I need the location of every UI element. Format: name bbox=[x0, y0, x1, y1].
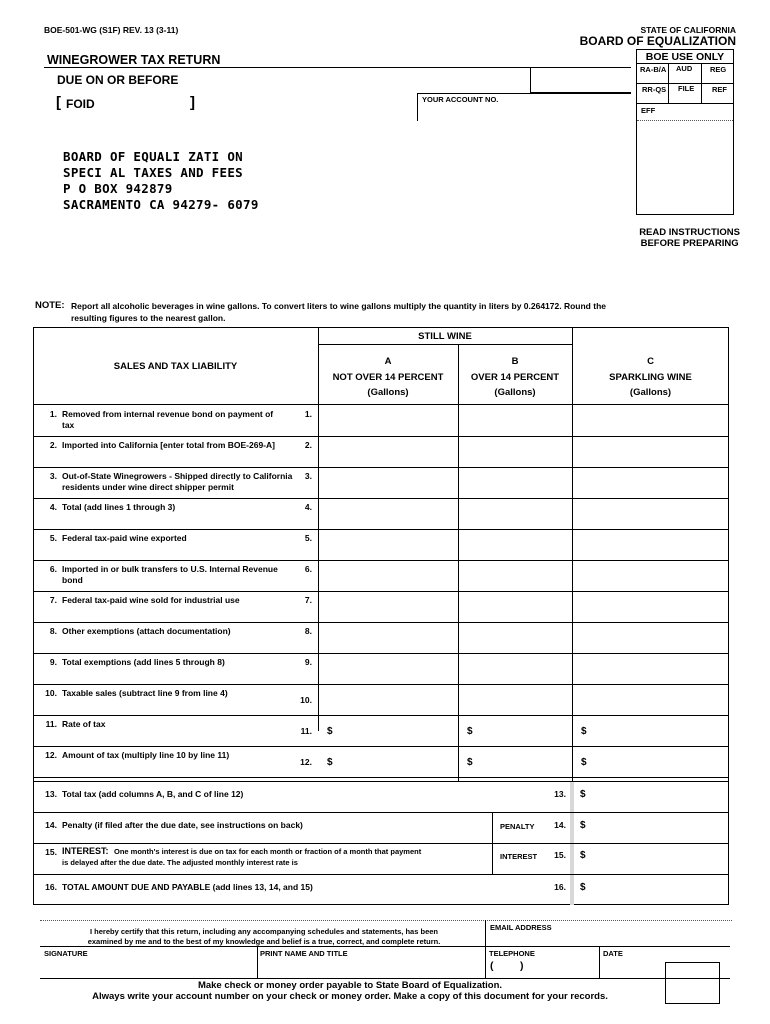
line-4-label: Total (add lines 1 through 3) bbox=[62, 502, 176, 512]
agency-label: BOARD OF EQUALIZATION bbox=[579, 34, 736, 48]
telephone-open-paren: ( bbox=[490, 960, 494, 972]
date-input[interactable] bbox=[601, 958, 661, 976]
line-15-label-line-2: is delayed after the due date. The adjusted monthly interest rate is bbox=[62, 858, 298, 867]
boe-file: FILE bbox=[678, 84, 695, 93]
line-1-column-b-input[interactable] bbox=[459, 406, 572, 436]
account-top-line bbox=[417, 93, 631, 94]
mailing-address bbox=[63, 149, 259, 213]
line-11-number: 11. bbox=[45, 719, 57, 729]
line-15-interest-input[interactable] bbox=[576, 844, 728, 874]
line-6-column-c-input[interactable] bbox=[573, 561, 728, 591]
line-8-column-a-input[interactable] bbox=[319, 623, 458, 653]
still-wine-header: STILL WINE bbox=[418, 331, 472, 342]
line-16-number: 16. bbox=[45, 882, 57, 892]
line-7-column-b-input[interactable] bbox=[459, 592, 572, 622]
due-label: DUE ON OR BEFORE bbox=[57, 73, 179, 87]
line-6-label: Imported in or bulk transfers to U.S. Internal Revenue bond bbox=[62, 564, 278, 585]
line-10-ref: 10. bbox=[300, 695, 312, 705]
line-3-column-a-input[interactable] bbox=[319, 468, 458, 498]
signature-label: SIGNATURE bbox=[44, 949, 88, 958]
line-8-number: 8. bbox=[49, 626, 57, 636]
address-line-4: SACRAMENTO CA 94279- 6079 bbox=[63, 197, 259, 212]
line-8-column-b-input[interactable] bbox=[459, 623, 572, 653]
email-label: EMAIL ADDRESS bbox=[490, 923, 552, 932]
foid-label: FOID bbox=[66, 97, 95, 111]
telephone-label: TELEPHONE bbox=[489, 949, 535, 958]
line-16-total-due-input[interactable] bbox=[576, 875, 728, 905]
line-14-dollar: $ bbox=[580, 820, 586, 831]
line-10-label: Taxable sales (subtract line 9 from line 4) bbox=[62, 688, 228, 698]
account-left-line bbox=[417, 93, 418, 121]
penalty-tag: PENALTY bbox=[500, 822, 535, 831]
line-5-ref: 5. bbox=[304, 533, 312, 543]
line-14-ref: 14. bbox=[554, 820, 566, 830]
boe-rr-qs: RR-QS bbox=[642, 85, 667, 94]
form-id: BOE-501-WG (S1F) REV. 13 (3-11) bbox=[44, 25, 179, 35]
line-13-ref: 13. bbox=[554, 789, 566, 799]
note-line-1: Report all alcoholic beverages in wine gallons. To convert liters to wine gallons multiply the quantity in liters by 0.264172. Round the bbox=[71, 301, 606, 311]
note-label: NOTE: bbox=[35, 300, 65, 311]
form-title: WINEGROWER TAX RETURN bbox=[47, 53, 221, 67]
date-label: DATE bbox=[603, 949, 623, 958]
line-11-column-b-dollar: $ bbox=[467, 726, 473, 737]
line-4-column-b-input[interactable] bbox=[459, 499, 572, 529]
line-11-column-a-input[interactable] bbox=[319, 716, 458, 746]
print-name-input[interactable] bbox=[259, 958, 483, 976]
line-10-column-b-input[interactable] bbox=[459, 685, 572, 715]
line-5-column-a-input[interactable] bbox=[319, 530, 458, 560]
line-12-column-a-input[interactable] bbox=[319, 747, 458, 777]
line-1-column-c-input[interactable] bbox=[573, 406, 728, 436]
line-12-column-c-input[interactable] bbox=[573, 747, 728, 777]
line-11-ref: 11. bbox=[300, 726, 312, 736]
line-11-column-b-input[interactable] bbox=[459, 716, 572, 746]
boe-ref: REF bbox=[712, 85, 727, 94]
line-13-label: Total tax (add columns A, B, and C of line 12) bbox=[62, 789, 244, 799]
line-9-label: Total exemptions (add lines 5 through 8) bbox=[62, 657, 225, 667]
line-14-label: Penalty (if filed after the due date, see instructions on back) bbox=[62, 820, 303, 830]
line-12-column-a-dollar: $ bbox=[327, 757, 333, 768]
line-2-column-b-input[interactable] bbox=[459, 437, 572, 467]
line-13-total-input[interactable] bbox=[576, 782, 728, 812]
line-3-number: 3. bbox=[49, 471, 57, 481]
certification-text: I hereby certify that this return, including any accompanying schedules and statements, has been examined by me and to the best of my knowledge and belief is a true, correct, and complete return. bbox=[87, 927, 441, 946]
line-12-label: Amount of tax (multiply line 10 by line 11) bbox=[62, 750, 230, 760]
boe-aud: AUD bbox=[676, 64, 693, 73]
line-2-number: 2. bbox=[49, 440, 57, 450]
line-9-ref: 9. bbox=[304, 657, 312, 667]
line-15-label-bold: INTEREST: bbox=[62, 846, 109, 856]
line-15-number: 15. bbox=[45, 847, 57, 857]
signature-input[interactable] bbox=[42, 958, 255, 976]
line-3-column-c-input[interactable] bbox=[573, 468, 728, 498]
line-1-number: 1. bbox=[49, 409, 57, 419]
line-16-dollar: $ bbox=[580, 882, 586, 893]
line-2-column-c-input[interactable] bbox=[573, 437, 728, 467]
foid-close-bracket: ] bbox=[190, 94, 195, 111]
line-11-column-c-input[interactable] bbox=[573, 716, 728, 746]
telephone-input[interactable] bbox=[487, 958, 597, 976]
line-12-column-c-dollar: $ bbox=[581, 757, 587, 768]
line-12-ref: 12. bbox=[300, 757, 312, 767]
line-10-column-c-input[interactable] bbox=[573, 685, 728, 715]
check-box[interactable] bbox=[665, 962, 720, 1004]
line-14-number: 14. bbox=[45, 820, 57, 830]
address-line-2: SPECI AL TAXES AND FEES bbox=[63, 165, 243, 180]
line-4-column-c-input[interactable] bbox=[573, 499, 728, 529]
payment-line-2: Always write your account number on your check or money order. Make a copy of this document for your records. bbox=[92, 991, 608, 1002]
line-13-dollar: $ bbox=[580, 789, 586, 800]
line-7-label: Federal tax-paid wine sold for industrial use bbox=[62, 595, 240, 605]
email-input[interactable] bbox=[487, 932, 730, 946]
line-15-ref: 15. bbox=[554, 850, 566, 860]
line-6-column-b-input[interactable] bbox=[459, 561, 572, 591]
boe-eff: EFF bbox=[641, 106, 656, 115]
foid-open-bracket: [ bbox=[56, 94, 61, 111]
boe-reg: REG bbox=[710, 65, 727, 74]
line-8-ref: 8. bbox=[304, 626, 312, 636]
line-16-ref: 16. bbox=[554, 882, 566, 892]
boe-use-only-box bbox=[636, 49, 734, 215]
line-3-label: Out-of-State Winegrowers - Shipped directly to California residents under wine direct shipper permit bbox=[62, 471, 293, 492]
due-date-box[interactable] bbox=[530, 67, 631, 93]
line-7-column-a-input[interactable] bbox=[319, 592, 458, 622]
line-11-label: Rate of tax bbox=[62, 719, 106, 729]
line-5-number: 5. bbox=[49, 533, 57, 543]
line-3-column-b-input[interactable] bbox=[459, 468, 572, 498]
payment-line-1: Make check or money order payable to State Board of Equalization. bbox=[197, 980, 503, 991]
line-9-number: 9. bbox=[49, 657, 57, 667]
line-5-label: Federal tax-paid wine exported bbox=[62, 533, 187, 543]
line-1-label: Removed from internal revenue bond on payment of tax bbox=[62, 409, 274, 430]
address-line-3: P O BOX 942879 bbox=[63, 181, 173, 196]
line-11-column-a-dollar: $ bbox=[327, 726, 333, 737]
line-2-column-a-input[interactable] bbox=[319, 437, 458, 467]
line-6-number: 6. bbox=[49, 564, 57, 574]
account-label: YOUR ACCOUNT NO. bbox=[422, 95, 499, 104]
boe-ra-ba: RA-B/A bbox=[640, 65, 667, 74]
line-7-ref: 7. bbox=[304, 595, 312, 605]
line-2-label: Imported into California [enter total from BOE-269-A] bbox=[62, 440, 275, 450]
line-9-column-c-input[interactable] bbox=[573, 654, 728, 684]
line-4-number: 4. bbox=[49, 502, 57, 512]
line-15-dollar: $ bbox=[580, 850, 586, 861]
line-4-ref: 4. bbox=[304, 502, 312, 512]
line-12-column-b-dollar: $ bbox=[467, 757, 473, 768]
print-name-label: PRINT NAME AND TITLE bbox=[260, 949, 348, 958]
line-11-column-c-dollar: $ bbox=[581, 726, 587, 737]
column-a-header: A NOT OVER 14 PERCENT (Gallons) bbox=[332, 356, 444, 398]
boe-use-title: BOE USE ONLY bbox=[645, 51, 725, 63]
line-13-number: 13. bbox=[45, 789, 57, 799]
line-12-number: 12. bbox=[45, 750, 57, 760]
read-instructions: READ INSTRUCTIONS BEFORE PREPARING bbox=[639, 227, 740, 249]
line-1-column-a-input[interactable] bbox=[319, 406, 458, 436]
line-14-penalty-input[interactable] bbox=[576, 813, 728, 843]
line-6-ref: 6. bbox=[304, 564, 312, 574]
line-2-ref: 2. bbox=[304, 440, 312, 450]
line-7-column-c-input[interactable] bbox=[573, 592, 728, 622]
line-9-column-b-input[interactable] bbox=[459, 654, 572, 684]
line-7-number: 7. bbox=[49, 595, 57, 605]
line-10-number: 10. bbox=[45, 688, 57, 698]
line-5-column-c-input[interactable] bbox=[573, 530, 728, 560]
line-9-column-a-input[interactable] bbox=[319, 654, 458, 684]
line-5-column-b-input[interactable] bbox=[459, 530, 572, 560]
line-6-column-a-input[interactable] bbox=[319, 561, 458, 591]
section-title: SALES AND TAX LIABILITY bbox=[113, 361, 238, 372]
line-12-column-b-input[interactable] bbox=[459, 747, 572, 777]
address-line-1: BOARD OF EQUALI ZATI ON bbox=[63, 149, 243, 164]
note-line-2: resulting figures to the nearest gallon. bbox=[71, 313, 226, 323]
column-c-header: C SPARKLING WINE (Gallons) bbox=[609, 356, 692, 398]
telephone-close-paren: ) bbox=[520, 960, 524, 972]
line-8-column-c-input[interactable] bbox=[573, 623, 728, 653]
line-10-column-a-input[interactable] bbox=[319, 685, 458, 715]
line-4-column-a-input[interactable] bbox=[319, 499, 458, 529]
line-1-ref: 1. bbox=[304, 409, 312, 419]
interest-tag: INTEREST bbox=[500, 852, 538, 861]
column-b-header: B OVER 14 PERCENT (Gallons) bbox=[470, 356, 560, 398]
line-8-label: Other exemptions (attach documentation) bbox=[62, 626, 231, 636]
line-15-label: One month's interest is due on tax for each month or fraction of a month that payment bbox=[114, 847, 422, 856]
state-label: STATE OF CALIFORNIA bbox=[640, 25, 736, 35]
line-16-label: TOTAL AMOUNT DUE AND PAYABLE (add lines 13, 14, and 15) bbox=[62, 882, 313, 892]
line-3-ref: 3. bbox=[304, 471, 312, 481]
payment-instructions bbox=[40, 980, 660, 1002]
